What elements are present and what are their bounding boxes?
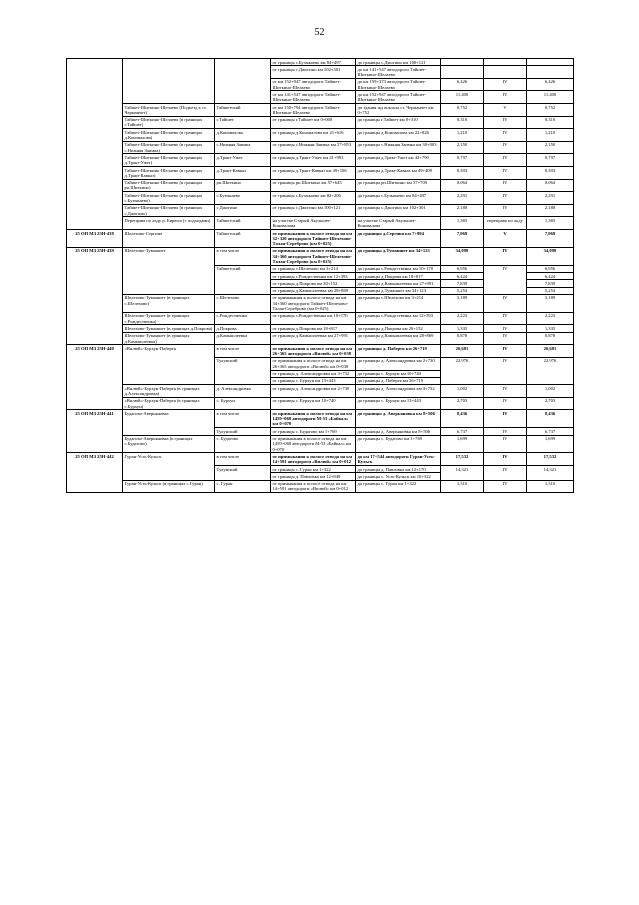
road-name: Будагово-Аверьяновка (в границах с.Будагово) (123, 435, 215, 453)
segment-end: до границы д.Сергина км 7+994 (356, 230, 441, 248)
total-length: 2,150 (527, 141, 574, 154)
segment-end: до границы с. Будагово км 1+769 (356, 435, 441, 453)
segment-length: 2,180 (441, 204, 484, 217)
location: Тайшетский (215, 230, 271, 248)
segment-start: от границы д.Коновалова км 21+616 (271, 129, 356, 142)
segment-end: до границы д. Пабергя км 26+719 (356, 345, 441, 358)
table-row (67, 312, 574, 325)
segment-start: от км 141+547 автодороги Тайшет-Шиткино-Шелаево (271, 91, 356, 104)
location: в том числе (215, 345, 271, 358)
table-row (67, 385, 574, 398)
total-length: 0,752 (527, 104, 574, 117)
road-name: Тайшет-Шиткино-Шелаево (Подъезд к ст. Черманчет) (123, 104, 215, 117)
segment-length: 14,321 (441, 466, 484, 481)
total-length: 11,400 (527, 91, 574, 104)
segment-end: до границы с.Нижняя Заимка км 30+003 (356, 141, 441, 154)
total-length: 14,321 (527, 466, 574, 481)
segment-start: от границы д. Александровка км 2+730 (271, 385, 356, 398)
road-category: IV (484, 204, 527, 217)
road-name: Тайшет-Шиткино-Шелаево (в границах г.Тайшет) (123, 116, 215, 129)
location: Тайшетский (215, 217, 271, 230)
total-length: 7,839 (527, 280, 574, 287)
road-category: IV (484, 141, 527, 154)
location: с. Бурхун (215, 397, 271, 410)
road-name: Тайшет-Шиткино-Шелаево (в границах д.Коновалова) (123, 129, 215, 142)
road-category: IV (484, 192, 527, 205)
road-name: Шелехово-Туманшет (в границах с.Шелехово) (123, 294, 215, 312)
total-length: 0,878 (527, 332, 574, 345)
segment-end: до границы рп.Шиткино км 57+709 (356, 179, 441, 192)
location: д.Коновалова (215, 129, 271, 142)
segment-end: до границы д.Камышлеевка км 28+869 (356, 332, 441, 345)
segment-start: от границы д.Тракт-Кавказ км 49+106 (271, 167, 356, 180)
road-name: Тайшет-Шиткино-Шелаево (в границах рп.Шиткино) (123, 179, 215, 192)
road-id: 25 ОП МЗ 25Н-439 (67, 247, 123, 344)
location: в том числе (215, 410, 271, 428)
road-category: IV (484, 154, 527, 167)
segment-start: от границы с. Будагово км 1+769 (271, 428, 356, 435)
segment-length: 17,532 (441, 453, 484, 466)
segment-start: от границы д.Тракт-Ужет км 41+993 (271, 154, 356, 167)
segment-end: до границы д. Павловка км 12+170 (356, 466, 441, 473)
table-row (67, 217, 574, 230)
segment-end: до границы д. Аверьяновка км 8+506 (356, 410, 441, 428)
total-length: 6,737 (527, 428, 574, 435)
table-row (67, 325, 574, 332)
segment-start: от границы с.Рождественка км 12+393 (271, 273, 356, 280)
segment-end: до границы д.Туманшет км 34+123 (356, 247, 441, 265)
road-name: Переправа по льду р. Бирюса (с подходами) (123, 217, 215, 230)
location: Тулунский (215, 357, 271, 384)
road-category: V (484, 104, 527, 117)
segment-length: 7,839 (441, 280, 484, 287)
segment-end: до границы с. Бурхун км 13+443 (356, 397, 441, 410)
segment-length: 0,303 (441, 167, 484, 180)
road-name: Шелехово-Туманшет (в границах с.Рождественка) (123, 312, 215, 325)
segment-length: 6,737 (441, 428, 484, 435)
road-name: «Вилюй»-Бурхун-Пабергя (в границах д.Александровка) (123, 385, 215, 398)
total-length: 7,969 (527, 230, 574, 248)
table-row (67, 435, 574, 453)
table-row (67, 332, 574, 345)
segment-end: до границы д.Камышлеевка км 27+991 (356, 280, 441, 287)
road-category: IV (484, 265, 527, 294)
road-category: IV (484, 179, 527, 192)
segment-length: 8,436 (441, 410, 484, 428)
segment-end: до границы с.Бузыкаево км 84+497 (356, 192, 441, 205)
road-category: V (484, 230, 527, 248)
segment-start: от границы д. Павловка км 12+849 (271, 473, 356, 480)
segment-end: до км 17+544 автодороги Гуран-Усть-Кульск (356, 453, 441, 466)
segment-length: 1,210 (441, 129, 484, 142)
segment-start: от границы с.Рождественка км 10+170 (271, 312, 356, 325)
total-length: 5,254 (527, 287, 574, 294)
segment-start: от границы с.Бузыкаево км 82+206 (271, 192, 356, 205)
road-name: Шелехово-Туманшет (в границах д.Покрова) (123, 325, 215, 332)
location: Тулунский (215, 428, 271, 435)
segment-end: до границы д. Александровка км 3+732 (356, 385, 441, 398)
segment-end: до границы с.Шелехово км 3+214 (356, 294, 441, 312)
segment-end: до границы с. Гуран км 1+322 (356, 480, 441, 493)
road-category: IV (484, 294, 527, 312)
location: с.Рождественка (215, 312, 271, 325)
total-length: 26,681 (527, 345, 574, 358)
road-name: Тайшет-Шиткино-Шелаево (в границах д.Тракт-Ужет) (123, 154, 215, 167)
segment-length: 1,335 (441, 325, 484, 332)
total-length: 2,703 (527, 397, 574, 410)
road-name: Будагово-Аверьяновка (123, 410, 215, 435)
location: с. Гуран (215, 480, 271, 493)
total-length: 0,303 (527, 167, 574, 180)
table-row (67, 397, 574, 410)
segment-start: от примыкания к полосе отвода на км 32+320 автодороги Тайшет-Шелехово-Талая-Сереброво (км 0+025) (271, 230, 356, 248)
road-name: Шелехово-Туманшет (в границах д.Камышлеевка) (123, 332, 215, 345)
road-name: «Вилюй»-Бурхун-Пабергя (в границах с.Бурхун) (123, 397, 215, 410)
total-length: 0,310 (527, 116, 574, 129)
segment-start: от границы с.Джогино км 102+301 (271, 66, 356, 79)
road-name: Гуран-Усть-Кульск (в границах с.Гуран) (123, 480, 215, 493)
table-row (67, 129, 574, 142)
location: г.Тайшет (215, 116, 271, 129)
road-category: IV (484, 453, 527, 466)
road-name: Тайшет-Шиткино-Шелаево (в границах с.Нижняя Заимка) (123, 141, 215, 154)
segment-length: 2,291 (441, 192, 484, 205)
segment-end: до км 159+373 автодороги Тайшет-Шиткино-Шелаево (356, 78, 441, 91)
segment-length: 7,969 (441, 230, 484, 248)
segment-end: до границы д. Пабергя км 26+719 (356, 377, 441, 384)
total-length: 6,424 (527, 273, 574, 280)
segment-length: 0,310 (441, 116, 484, 129)
segment-start: от границы д.Покрова км 20+152 (271, 280, 356, 287)
total-length: 3,189 (527, 294, 574, 312)
location: д.Покрова (215, 325, 271, 332)
road-category: IV (484, 345, 527, 358)
total-length: 8,436 (527, 410, 574, 428)
segment-start: от границы с. Гуран км 1+322 (271, 466, 356, 473)
segment-end: до границы с.Джогино км 100+121 (356, 59, 441, 66)
segment-length: 3,189 (441, 294, 484, 312)
segment-length: 11,400 (441, 91, 484, 104)
segment-end: до границы д.Коновалова км 22+826 (356, 129, 441, 142)
segment-start: от примыкания к полосе отвода на км 34+360 автодороги Тайшет-Шелехово-Талая-Сереброво (км 0+025) (271, 294, 356, 312)
road-category: IV (484, 116, 527, 129)
location: с.Нижняя Заимка (215, 141, 271, 154)
total-length: 0,064 (527, 179, 574, 192)
segment-end: до здания жд вокзала ст. Черманчет км 0+752 (356, 104, 441, 117)
road-id: 25 ОП МЗ 25Н-438 (67, 230, 123, 248)
segment-start: от км 150+794 автодороги Тайшет-Шиткино-Шелаево (271, 104, 356, 117)
total-length: 34,098 (527, 247, 574, 265)
segment-end: до границы д.Туманшет км 34+123 (356, 287, 441, 294)
table-row (67, 410, 574, 428)
segment-end: до границы д. Аверьяновка км 8+506 (356, 428, 441, 435)
segment-start: от примыкания к полосе отвода на км 14+591 автодороги «Вилюй» км 0+012 (271, 453, 356, 466)
total-length: 6,956 (527, 265, 574, 272)
road-category: IV (484, 129, 527, 142)
segment-length: 2,150 (441, 141, 484, 154)
road-id: 25 ОП МЗ 25Н-440 (67, 345, 123, 410)
segment-length: 26,681 (441, 345, 484, 358)
road-category: IV (484, 167, 527, 180)
table-row (67, 480, 574, 493)
segment-length: 5,254 (441, 287, 484, 294)
table-row (67, 247, 574, 265)
table-row (67, 59, 574, 66)
segment-start: от примыкания к полосе отвода на км 14+591 автодороги «Вилюй» км 0+012 (271, 480, 356, 493)
segment-start: от границы д.Покрова км 18+817 (271, 325, 356, 332)
segment-start: на участке Старый Акульшет-Коновалова (271, 217, 356, 230)
location: с.Бузыкаево (215, 192, 271, 205)
road-register-table (66, 58, 574, 493)
total-length: 1,210 (527, 129, 574, 142)
total-length: 17,532 (527, 453, 574, 466)
road-category: IV (484, 480, 527, 493)
segment-start: от границы д.Камышлеевка км 27+991 (271, 332, 356, 345)
segment-length: 6,956 (441, 265, 484, 272)
segment-start: от границы рп.Шиткино км 57+645 (271, 179, 356, 192)
segment-start: от границы с.Джогино км 100+121 (271, 204, 356, 217)
segment-length: 2,703 (441, 397, 484, 410)
segment-end: до границы д. Александровка км 2+730 (356, 357, 441, 370)
road-category: переправа по льду (484, 217, 527, 230)
total-length: 0,797 (527, 154, 574, 167)
segment-length: 34,098 (441, 247, 484, 265)
road-category: IV (484, 78, 527, 91)
total-length: 1,002 (527, 385, 574, 398)
location: рп.Шиткино (215, 179, 271, 192)
segment-end: до границы д.Покрова км 20+152 (356, 325, 441, 332)
road-name: Шелехово-Сергина (123, 230, 215, 248)
road-category: IV (484, 410, 527, 428)
road-category: IV (484, 357, 527, 384)
segment-end: до км 152+947 автодороги Тайшет-Шиткино-Шелаево (356, 91, 441, 104)
location: д.Камышлеевка (215, 332, 271, 345)
road-name: «Вилюй»-Бурхун-Пабергя (123, 345, 215, 385)
road-id: 25 ОП МЗ 25Н-442 (67, 453, 123, 493)
total-length: 2,180 (527, 204, 574, 217)
segment-end: до границы с.Джогино км 102+301 (356, 204, 441, 217)
segment-end: до границы г.Тайшет км 0+310 (356, 116, 441, 129)
segment-end: до границы д.Покрова км 18+817 (356, 273, 441, 280)
location: в том числе (215, 247, 271, 265)
road-id: 25 ОП МЗ 25Н-441 (67, 410, 123, 453)
location: с.Джогино (215, 204, 271, 217)
total-length: 1,310 (527, 480, 574, 493)
segment-length: 0,797 (441, 154, 484, 167)
segment-end: на участке Старый Акульшет-Коновалова (356, 217, 441, 230)
road-category: IV (484, 325, 527, 332)
segment-start: от границы с.Бузыкаево км 84+497 (271, 59, 356, 66)
segment-length: 1,365 (441, 217, 484, 230)
segment-start: от границы с. Бурхун км 10+740 (271, 397, 356, 410)
segment-length: 22,976 (441, 357, 484, 384)
table-row (67, 116, 574, 129)
total-length: 1,335 (527, 325, 574, 332)
road-name: Шелехово-Туманшет (123, 247, 215, 294)
segment-start: от границы с.Нижняя Заимка км 27+853 (271, 141, 356, 154)
location: в том числе (215, 453, 271, 466)
road-category: IV (484, 435, 527, 453)
segment-length: 0,752 (441, 104, 484, 117)
location: д. Александровка (215, 385, 271, 398)
segment-length: 2,223 (441, 312, 484, 325)
location: с.Шелехово (215, 294, 271, 312)
segment-end: до границы д.Тракт-Кавказ км 49+409 (356, 167, 441, 180)
location: Тулунский (215, 466, 271, 481)
road-category: IV (484, 428, 527, 435)
table-row (67, 192, 574, 205)
road-category: IV (484, 385, 527, 398)
location: Тайшетский (215, 104, 271, 117)
table-row (67, 294, 574, 312)
page-number: 52 (314, 27, 325, 38)
segment-start: от примыкания к полосе отвода на км 1459+068 автодороги М-53 «Байкал» км 0+070 (271, 410, 356, 428)
segment-end: до км 141+547 автодороги Тайшет-Шиткино-Шелаево (356, 66, 441, 79)
segment-start: от границы с.Шелехово км 3+214 (271, 265, 356, 272)
location: Тайшетский (215, 265, 271, 294)
total-length: 1,365 (527, 217, 574, 230)
segment-end: до границы с. Усть-Кульск км 16+322 (356, 473, 441, 480)
segment-length: 1,699 (441, 435, 484, 453)
table-row (67, 345, 574, 358)
segment-length: 0,878 (441, 332, 484, 345)
total-length: 22,976 (527, 357, 574, 384)
table-row (67, 154, 574, 167)
table-row (67, 179, 574, 192)
table-row (67, 141, 574, 154)
location: с. Будагово (215, 435, 271, 453)
segment-length: 0,064 (441, 179, 484, 192)
road-category: IV (484, 466, 527, 481)
table-row (67, 204, 574, 217)
table-row (67, 453, 574, 466)
segment-start: от примыкания к полосе отвода на км 34+360 автодороги Тайшет-Шелехово-Талая-Сереброво (км 0+025) (271, 247, 356, 265)
segment-length: 6,424 (441, 273, 484, 280)
road-category: IV (484, 312, 527, 325)
total-length: 2,291 (527, 192, 574, 205)
road-name: Тайшет-Шиткино-Шелаево (в границах с.Джогино) (123, 204, 215, 217)
segment-start: от границы д.Камышлеевка км 28+869 (271, 287, 356, 294)
segment-end: до границы с.Рождественка км 12+393 (356, 312, 441, 325)
segment-end: до границы с.Рождественка км 10+170 (356, 265, 441, 272)
segment-start: от границы г.Тайшет км 0+000 (271, 116, 356, 129)
total-length: 2,223 (527, 312, 574, 325)
segment-end: до границы д.Тракт-Ужет км 42+790 (356, 154, 441, 167)
segment-length: 1,310 (441, 480, 484, 493)
total-length: 1,699 (527, 435, 574, 453)
table-row (67, 104, 574, 117)
segment-start: от км 152+947 автодороги Тайшет-Шиткино-Шелаево (271, 78, 356, 91)
road-name: Тайшет-Шиткино-Шелаево (в границах с.Бузыкаево) (123, 192, 215, 205)
location: д.Тракт-Ужет (215, 154, 271, 167)
road-category: IV (484, 332, 527, 345)
segment-length: 6,426 (441, 78, 484, 91)
total-length: 6,426 (527, 78, 574, 91)
table-row (67, 230, 574, 248)
segment-length: 1,002 (441, 385, 484, 398)
segment-end: до границы с. Бурхун км 10+740 (356, 370, 441, 377)
road-category: IV (484, 247, 527, 265)
segment-start: от границы д. Александровка км 3+732 (271, 370, 356, 377)
road-category: IV (484, 91, 527, 104)
road-category: IV (484, 397, 527, 410)
road-name: Тайшет-Шиткино-Шелаево (в границах д.Тракт-Кавказ) (123, 167, 215, 180)
segment-start: от примыкания к полосе отвода на км 1459+068 автодороги М-53 «Байкал» км 0+070 (271, 435, 356, 453)
segment-start: от границы с. Бурхун км 13+443 (271, 377, 356, 384)
road-name: Гуран-Усть-Кульск (123, 453, 215, 480)
location: д.Тракт-Кавказ (215, 167, 271, 180)
segment-start: от примыкания к полосе отвода на км 26+365 автодороги «Вилюй» км 0+038 (271, 345, 356, 358)
table-row (67, 167, 574, 180)
segment-start: от примыкания к полосе отвода на км 26+365 автодороги «Вилюй» км 0+038 (271, 357, 356, 370)
